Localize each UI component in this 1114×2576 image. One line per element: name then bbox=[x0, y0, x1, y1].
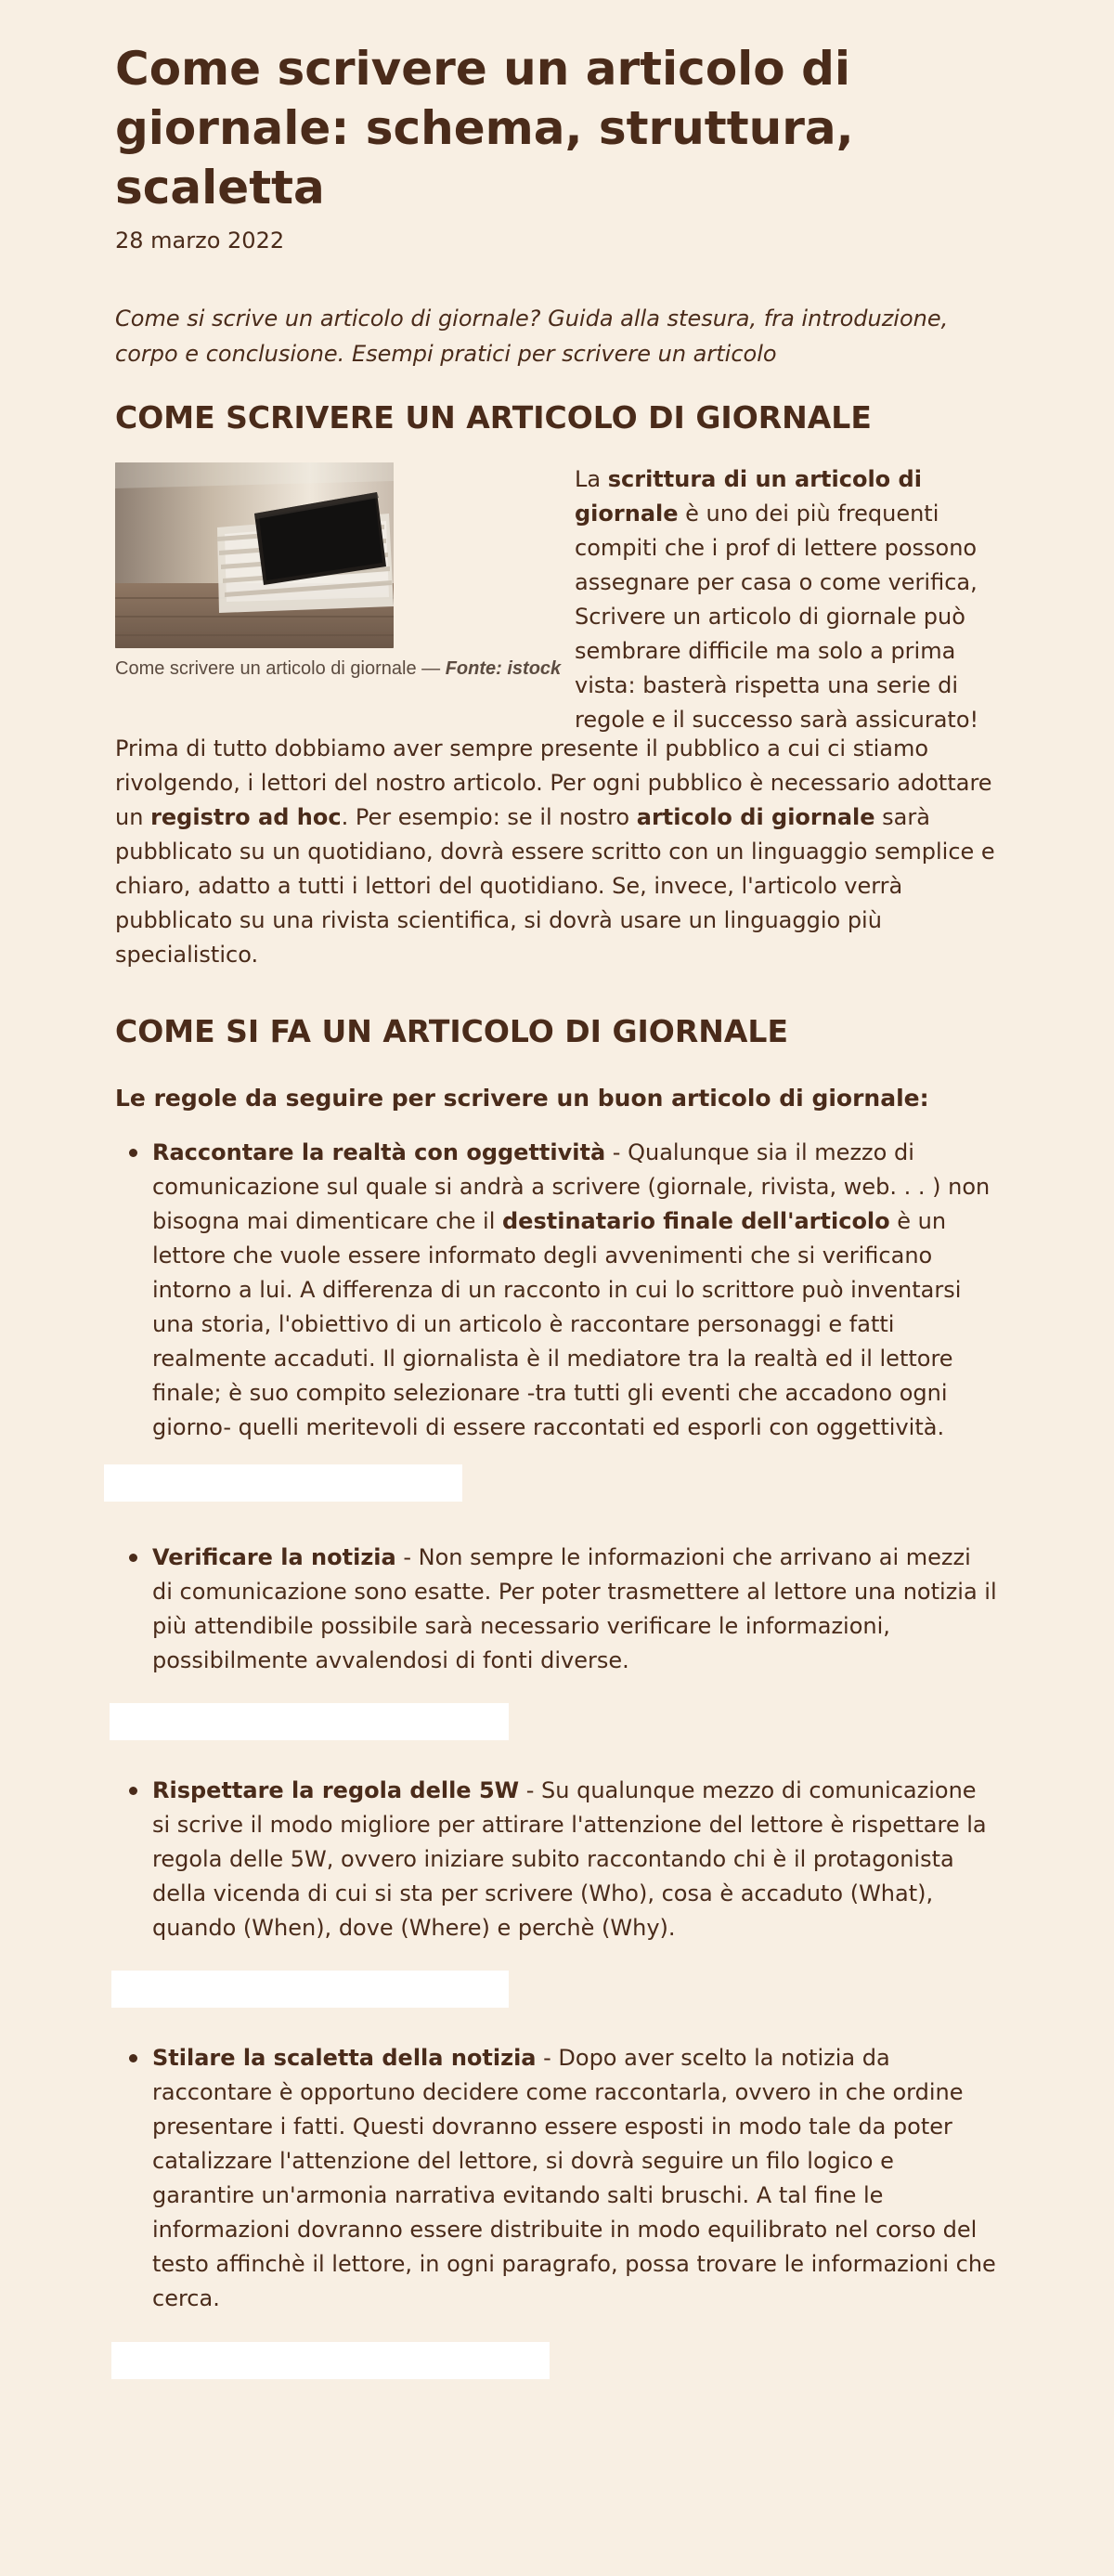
article-content bbox=[115, 39, 997, 2379]
audience-text-c: sarà pubblicato su un quotidiano, dovrà essere scritto con un linguaggio semplice e chiaro, adatto a tutti i lettori del quotidiano. Se, invece, l'articolo verrà pubblicato su una rivista scientifica, si dovrà usare un linguaggio più specialistico. bbox=[115, 804, 995, 968]
audience-bold-1: registro ad hoc bbox=[150, 804, 342, 830]
article-title: Come scrivere un articolo di giornale: schema, struttura, scaletta bbox=[115, 42, 854, 215]
rules-subheading: Le regole da seguire per scrivere un buon articolo di giornale: bbox=[115, 1085, 929, 1112]
ad-placeholder bbox=[104, 1464, 462, 1502]
audience-text-a: Prima di tutto dobbiamo aver sempre presente il pubblico a cui ci stiamo rivolgendo, i lettori del nostro articolo. Per ogni pubblico è necessario adottare un bbox=[115, 735, 992, 830]
intro-row bbox=[115, 462, 997, 733]
list-item bbox=[152, 1774, 997, 1945]
newspaper-stack-photo bbox=[115, 462, 394, 648]
figure-caption bbox=[115, 657, 561, 680]
article-lead: Come si scrive un articolo di giornale? Guida alla stesura, fra introduzione, corpo e conclusione. Esempi pratici per scrivere un articolo bbox=[115, 306, 949, 367]
bullet-icon bbox=[129, 1554, 137, 1562]
ad-placeholder bbox=[111, 1971, 509, 2008]
rule-list bbox=[115, 1541, 997, 1678]
audience-bold-2: articolo di giornale bbox=[636, 804, 875, 830]
ad-placeholder bbox=[110, 1703, 509, 1740]
article-date: 28 marzo 2022 bbox=[115, 228, 285, 254]
rule-title: Stilare la scaletta della notizia bbox=[152, 2045, 537, 2071]
rule-bold: destinatario finale dell'articolo bbox=[502, 1208, 890, 1234]
caption-source: Fonte: istock bbox=[445, 658, 562, 679]
rule-text-a: - Dopo aver scelto la notizia da raccontare è opportuno decidere come raccontarla, ovvero in che ordine presentare i fatti. Questi dovranno essere esposti in modo tale da poter catalizzare l'attenzione del lettore, si dovrà seguire un filo logico e garantire un'armonia narrativa evitando salti bruschi. A tal fine le informazioni dovranno essere distribuite in modo equilibrato nel corso del testo affinchè il lettore, in ogni paragrafo, possa trovare le informazioni che cerca. bbox=[152, 2045, 996, 2311]
ad-placeholder bbox=[111, 2342, 550, 2379]
list-item bbox=[152, 1541, 997, 1678]
intro-bold-phrase: scrittura di un articolo di giornale bbox=[575, 466, 922, 527]
article-figure bbox=[115, 462, 561, 680]
rule-title: Rispettare la regola delle 5W bbox=[152, 1777, 520, 1803]
section-heading-how-to-write: COME SCRIVERE UN ARTICOLO DI GIORNALE bbox=[115, 399, 872, 436]
list-item bbox=[152, 2041, 997, 2316]
rule-text-a: - Qualunque sia il mezzo di comunicazione sul quale si andrà a scrivere (giornale, rivista, web. . . ) non bisogna mai dimenticare che il bbox=[152, 1139, 991, 1234]
rule-list bbox=[115, 1136, 997, 1445]
bullet-icon bbox=[129, 2054, 137, 2062]
bullet-icon bbox=[129, 1787, 137, 1795]
rule-title: Raccontare la realtà con oggettività bbox=[152, 1139, 606, 1165]
intro-paragraph bbox=[575, 462, 997, 737]
rule-text-a: - Non sempre le informazioni che arrivano ai mezzi di comunicazione sono esatte. Per poter trasmettere al lettore una notizia il più attendibile possibile sarà necessario verificare le informazioni, possibilmente avvalendosi di fonti diverse. bbox=[152, 1544, 997, 1673]
audience-text-b: . Per esempio: se il nostro bbox=[341, 804, 637, 830]
rule-text-b: è un lettore che vuole essere informato degli avvenimenti che si verificano intorno a lui. A differenza di un racconto in cui lo scrittore può inventarsi una storia, l'obiettivo di un articolo è raccontare personaggi e fatti realmente accaduti. Il giornalista è il mediatore tra la realtà ed il lettore finale; è suo compito selezionare -tra tutti gli eventi che accadono ogni giorno- quelli meritevoli di essere raccontati ed esporli con oggettività. bbox=[152, 1208, 962, 1440]
section-heading-how-to-make: COME SI FA UN ARTICOLO DI GIORNALE bbox=[115, 1013, 789, 1049]
rule-title: Verificare la notizia bbox=[152, 1544, 396, 1570]
rule-text-a: - Su qualunque mezzo di comunicazione si scrive il modo migliore per attirare l'attenzione del lettore è rispettare la regola delle 5W, ovvero iniziare subito raccontando chi è il protagonista della vicenda di cui si sta per scrivere (Who), cosa è accaduto (What), quando (When), dove (Where) e perchè (Why). bbox=[152, 1777, 987, 1941]
rule-list bbox=[115, 2041, 997, 2316]
intro-rest: è uno dei più frequenti compiti che i prof di lettere possono assegnare per casa o come verifica, Scrivere un articolo di giornale può sembrare difficile ma solo a prima vista: basterà rispetta una serie di regole e il successo sarà assicurato! bbox=[575, 501, 979, 733]
audience-paragraph bbox=[115, 732, 997, 972]
list-item bbox=[152, 1136, 997, 1445]
bullet-icon bbox=[129, 1149, 137, 1157]
rule-list bbox=[115, 1774, 997, 1945]
intro-prefix: La bbox=[575, 466, 608, 492]
caption-text: Come scrivere un articolo di giornale — bbox=[115, 658, 446, 679]
